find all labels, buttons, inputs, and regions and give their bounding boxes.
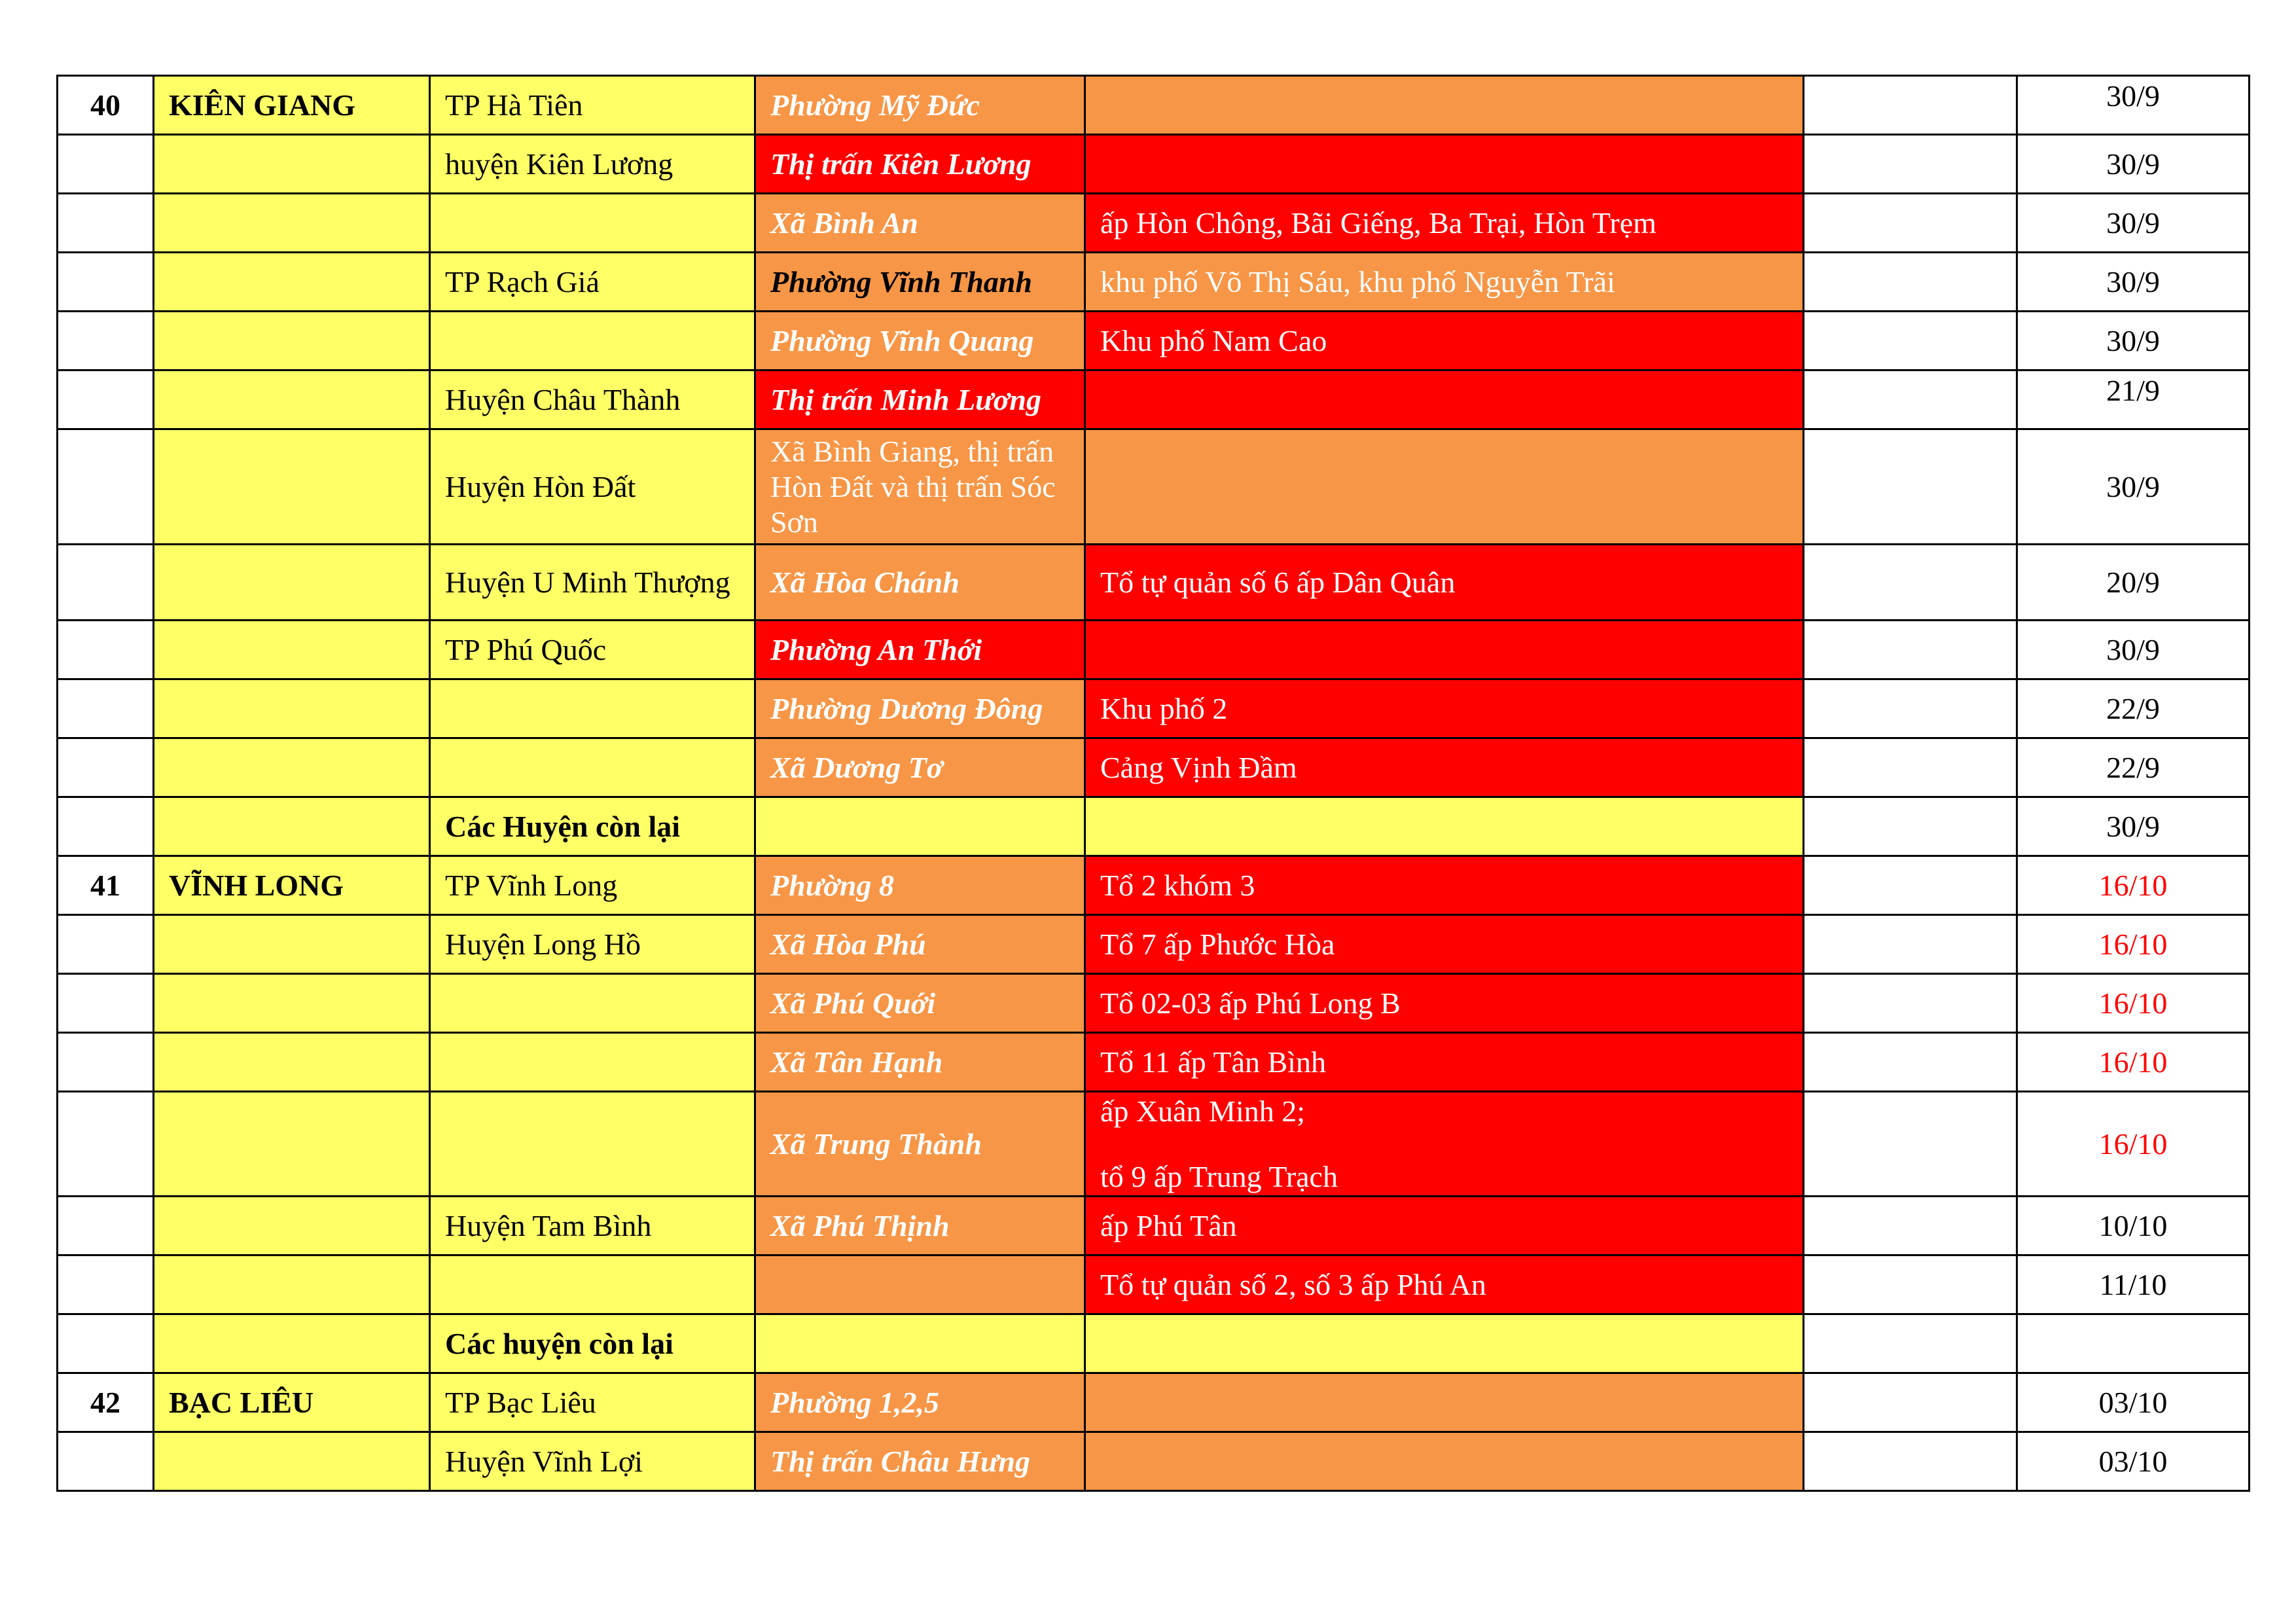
address-cell (1085, 1373, 1804, 1432)
date-cell: 30/9 (2017, 76, 2250, 135)
address-cell (1085, 312, 1804, 370)
table-row (58, 1314, 2250, 1373)
date-cell: 20/9 (2017, 545, 2250, 621)
ward-cell: Xã Hòa Phú (755, 915, 1085, 974)
address-line: khu phố Võ Thị Sáu, khu phố Nguyễn Trãi (1100, 264, 1615, 298)
blank-cell (1804, 856, 2017, 915)
district-cell: huyện Kiên Lương (430, 135, 755, 194)
address-line-gap (1100, 1130, 1788, 1159)
province-cell (154, 370, 430, 429)
district-cell: Các huyện còn lại (430, 1314, 755, 1373)
date-cell: 16/10 (2017, 1033, 2250, 1092)
table-row (58, 429, 2250, 545)
province-cell (154, 1314, 430, 1373)
address-line: ấp Phú Tân (1100, 1208, 1237, 1242)
address-line: Khu phố 2 (1100, 691, 1228, 725)
district-cell: TP Hà Tiên (430, 76, 755, 135)
row-number-cell (58, 194, 154, 253)
province-cell (154, 1255, 430, 1314)
address-cell (1085, 1314, 1804, 1373)
table-row (58, 194, 2250, 253)
ward-cell: Phường An Thới (755, 621, 1085, 679)
ward-cell: Xã Phú Quới (755, 974, 1085, 1033)
row-number-cell (58, 1432, 154, 1491)
zone-table (56, 75, 2250, 1492)
row-number-cell (58, 312, 154, 370)
row-number-cell (58, 974, 154, 1033)
ward-cell: Phường 8 (755, 856, 1085, 915)
district-cell (430, 1033, 755, 1092)
province-cell (154, 312, 430, 370)
province-cell: BẠC LIÊU (154, 1373, 430, 1432)
ward-cell: Thị trấn Kiên Lương (755, 135, 1085, 194)
ward-cell: Thị trấn Minh Lương (755, 370, 1085, 429)
table-row (58, 76, 2250, 135)
province-cell: VĨNH LONG (154, 856, 430, 915)
ward-cell: Phường Vĩnh Quang (755, 312, 1085, 370)
district-cell: Huyện Tam Bình (430, 1197, 755, 1255)
province-cell (154, 1197, 430, 1255)
district-cell (430, 738, 755, 797)
date-cell: 30/9 (2017, 312, 2250, 370)
address-cell (1085, 76, 1804, 135)
blank-cell (1804, 738, 2017, 797)
date-cell (2017, 1314, 2250, 1373)
row-number-cell: 40 (58, 76, 154, 135)
table-row (58, 974, 2250, 1033)
table-row (58, 679, 2250, 738)
province-cell (154, 1432, 430, 1491)
date-cell: 22/9 (2017, 679, 2250, 738)
address-cell (1085, 194, 1804, 253)
district-cell (430, 1092, 755, 1197)
address-cell (1085, 135, 1804, 194)
date-cell: 30/9 (2017, 429, 2250, 545)
table-body (58, 76, 2250, 1491)
ward-cell (755, 797, 1085, 856)
date-cell: 16/10 (2017, 915, 2250, 974)
province-cell (154, 738, 430, 797)
blank-cell (1804, 1092, 2017, 1197)
row-number-cell (58, 679, 154, 738)
table-row (58, 621, 2250, 679)
district-cell (430, 312, 755, 370)
address-cell (1085, 370, 1804, 429)
district-cell: Huyện Hòn Đất (430, 429, 755, 545)
date-cell: 16/10 (2017, 974, 2250, 1033)
province-cell (154, 679, 430, 738)
row-number-cell (58, 797, 154, 856)
district-cell (430, 974, 755, 1033)
blank-cell (1804, 312, 2017, 370)
address-cell (1085, 621, 1804, 679)
blank-cell (1804, 370, 2017, 429)
ward-cell: Phường Vĩnh Thanh (755, 253, 1085, 312)
date-cell: 30/9 (2017, 253, 2250, 312)
ward-cell: Thị trấn Châu Hưng (755, 1432, 1085, 1491)
ward-cell: Phường Dương Đông (755, 679, 1085, 738)
row-number-cell: 41 (58, 856, 154, 915)
ward-cell: Xã Bình Giang, thị trấn Hòn Đất và thị trấn Sóc Sơn (755, 429, 1085, 545)
district-cell: Các Huyện còn lại (430, 797, 755, 856)
date-cell: 30/9 (2017, 621, 2250, 679)
table-row (58, 797, 2250, 856)
province-cell (154, 915, 430, 974)
row-number-cell (58, 738, 154, 797)
blank-cell (1804, 1432, 2017, 1491)
district-cell: TP Rạch Giá (430, 253, 755, 312)
province-cell (154, 429, 430, 545)
ward-cell: Phường 1,2,5 (755, 1373, 1085, 1432)
province-cell (154, 974, 430, 1033)
row-number-cell (58, 1033, 154, 1092)
address-cell (1085, 545, 1804, 621)
table-row (58, 1432, 2250, 1491)
address-line: Tổ tự quản số 2, số 3 ấp Phú An (1100, 1267, 1486, 1301)
province-cell (154, 1092, 430, 1197)
row-number-cell (58, 545, 154, 621)
table-row (58, 135, 2250, 194)
district-cell (430, 194, 755, 253)
ward-cell: Xã Hòa Chánh (755, 545, 1085, 621)
address-cell (1085, 429, 1804, 545)
address-line: tổ 9 ấp Trung Trạch (1100, 1159, 1338, 1193)
district-cell (430, 1255, 755, 1314)
date-cell: 03/10 (2017, 1373, 2250, 1432)
address-cell (1085, 679, 1804, 738)
address-cell (1085, 1092, 1804, 1197)
province-cell (154, 545, 430, 621)
province-cell (154, 194, 430, 253)
table-row (58, 738, 2250, 797)
district-cell: TP Bạc Liêu (430, 1373, 755, 1432)
address-line: ấp Xuân Minh 2; (1100, 1094, 1306, 1128)
address-cell (1085, 1197, 1804, 1255)
date-cell: 03/10 (2017, 1432, 2250, 1491)
address-cell (1085, 856, 1804, 915)
row-number-cell (58, 429, 154, 545)
table-row (58, 1033, 2250, 1092)
province-cell: KIÊN GIANG (154, 76, 430, 135)
date-cell: 30/9 (2017, 797, 2250, 856)
district-cell (430, 679, 755, 738)
ward-cell: Xã Dương Tơ (755, 738, 1085, 797)
table-row (58, 545, 2250, 621)
blank-cell (1804, 974, 2017, 1033)
ward-cell: Phường Mỹ Đức (755, 76, 1085, 135)
date-cell: 16/10 (2017, 856, 2250, 915)
row-number-cell (58, 1314, 154, 1373)
date-cell: 11/10 (2017, 1255, 2250, 1314)
blank-cell (1804, 429, 2017, 545)
blank-cell (1804, 621, 2017, 679)
province-cell (154, 621, 430, 679)
address-cell (1085, 1033, 1804, 1092)
table-row (58, 1197, 2250, 1255)
district-cell: Huyện Vĩnh Lợi (430, 1432, 755, 1491)
blank-cell (1804, 797, 2017, 856)
date-cell: 16/10 (2017, 1092, 2250, 1197)
blank-cell (1804, 1373, 2017, 1432)
table-row (58, 915, 2250, 974)
date-cell: 21/9 (2017, 370, 2250, 429)
address-line: Tổ tự quản số 6 ấp Dân Quân (1100, 565, 1456, 599)
date-cell: 30/9 (2017, 135, 2250, 194)
row-number-cell (58, 370, 154, 429)
date-cell: 22/9 (2017, 738, 2250, 797)
address-cell (1085, 915, 1804, 974)
table-row (58, 370, 2250, 429)
district-cell: Huyện U Minh Thượng (430, 545, 755, 621)
table-row (58, 1092, 2250, 1197)
ward-cell (755, 1255, 1085, 1314)
table-row (58, 1373, 2250, 1432)
province-cell (154, 1033, 430, 1092)
row-number-cell (58, 253, 154, 312)
address-cell (1085, 738, 1804, 797)
row-number-cell (58, 135, 154, 194)
blank-cell (1804, 1033, 2017, 1092)
address-line: Cảng Vịnh Đầm (1100, 750, 1297, 784)
address-cell (1085, 1255, 1804, 1314)
address-cell (1085, 253, 1804, 312)
province-cell (154, 797, 430, 856)
ward-cell: Xã Phú Thịnh (755, 1197, 1085, 1255)
district-cell: TP Vĩnh Long (430, 856, 755, 915)
table-row (58, 856, 2250, 915)
address-line: Tổ 11 ấp Tân Bình (1100, 1045, 1326, 1079)
date-cell: 10/10 (2017, 1197, 2250, 1255)
blank-cell (1804, 135, 2017, 194)
blank-cell (1804, 679, 2017, 738)
row-number-cell (58, 1197, 154, 1255)
address-cell (1085, 1432, 1804, 1491)
row-number-cell (58, 915, 154, 974)
table-row (58, 1255, 2250, 1314)
ward-cell (755, 1314, 1085, 1373)
address-line: Tổ 7 ấp Phước Hòa (1100, 927, 1335, 961)
row-number-cell (58, 1092, 154, 1197)
row-number-cell (58, 621, 154, 679)
blank-cell (1804, 545, 2017, 621)
blank-cell (1804, 1255, 2017, 1314)
table-row (58, 253, 2250, 312)
address-line: ấp Hòn Chông, Bãi Giếng, Ba Trại, Hòn Trẹm (1100, 206, 1657, 240)
blank-cell (1804, 76, 2017, 135)
district-cell: Huyện Châu Thành (430, 370, 755, 429)
address-cell (1085, 974, 1804, 1033)
blank-cell (1804, 1197, 2017, 1255)
district-cell: TP Phú Quốc (430, 621, 755, 679)
ward-cell: Xã Bình An (755, 194, 1085, 253)
blank-cell (1804, 194, 2017, 253)
province-cell (154, 135, 430, 194)
address-cell (1085, 797, 1804, 856)
row-number-cell: 42 (58, 1373, 154, 1432)
address-line: Tổ 2 khóm 3 (1100, 868, 1255, 902)
table-row (58, 312, 2250, 370)
province-cell (154, 253, 430, 312)
address-line: Khu phố Nam Cao (1100, 323, 1327, 357)
district-cell: Huyện Long Hồ (430, 915, 755, 974)
date-cell: 30/9 (2017, 194, 2250, 253)
address-line: Tổ 02-03 ấp Phú Long B (1100, 986, 1401, 1020)
blank-cell (1804, 253, 2017, 312)
ward-cell: Xã Tân Hạnh (755, 1033, 1085, 1092)
blank-cell (1804, 915, 2017, 974)
blank-cell (1804, 1314, 2017, 1373)
row-number-cell (58, 1255, 154, 1314)
ward-cell: Xã Trung Thành (755, 1092, 1085, 1197)
